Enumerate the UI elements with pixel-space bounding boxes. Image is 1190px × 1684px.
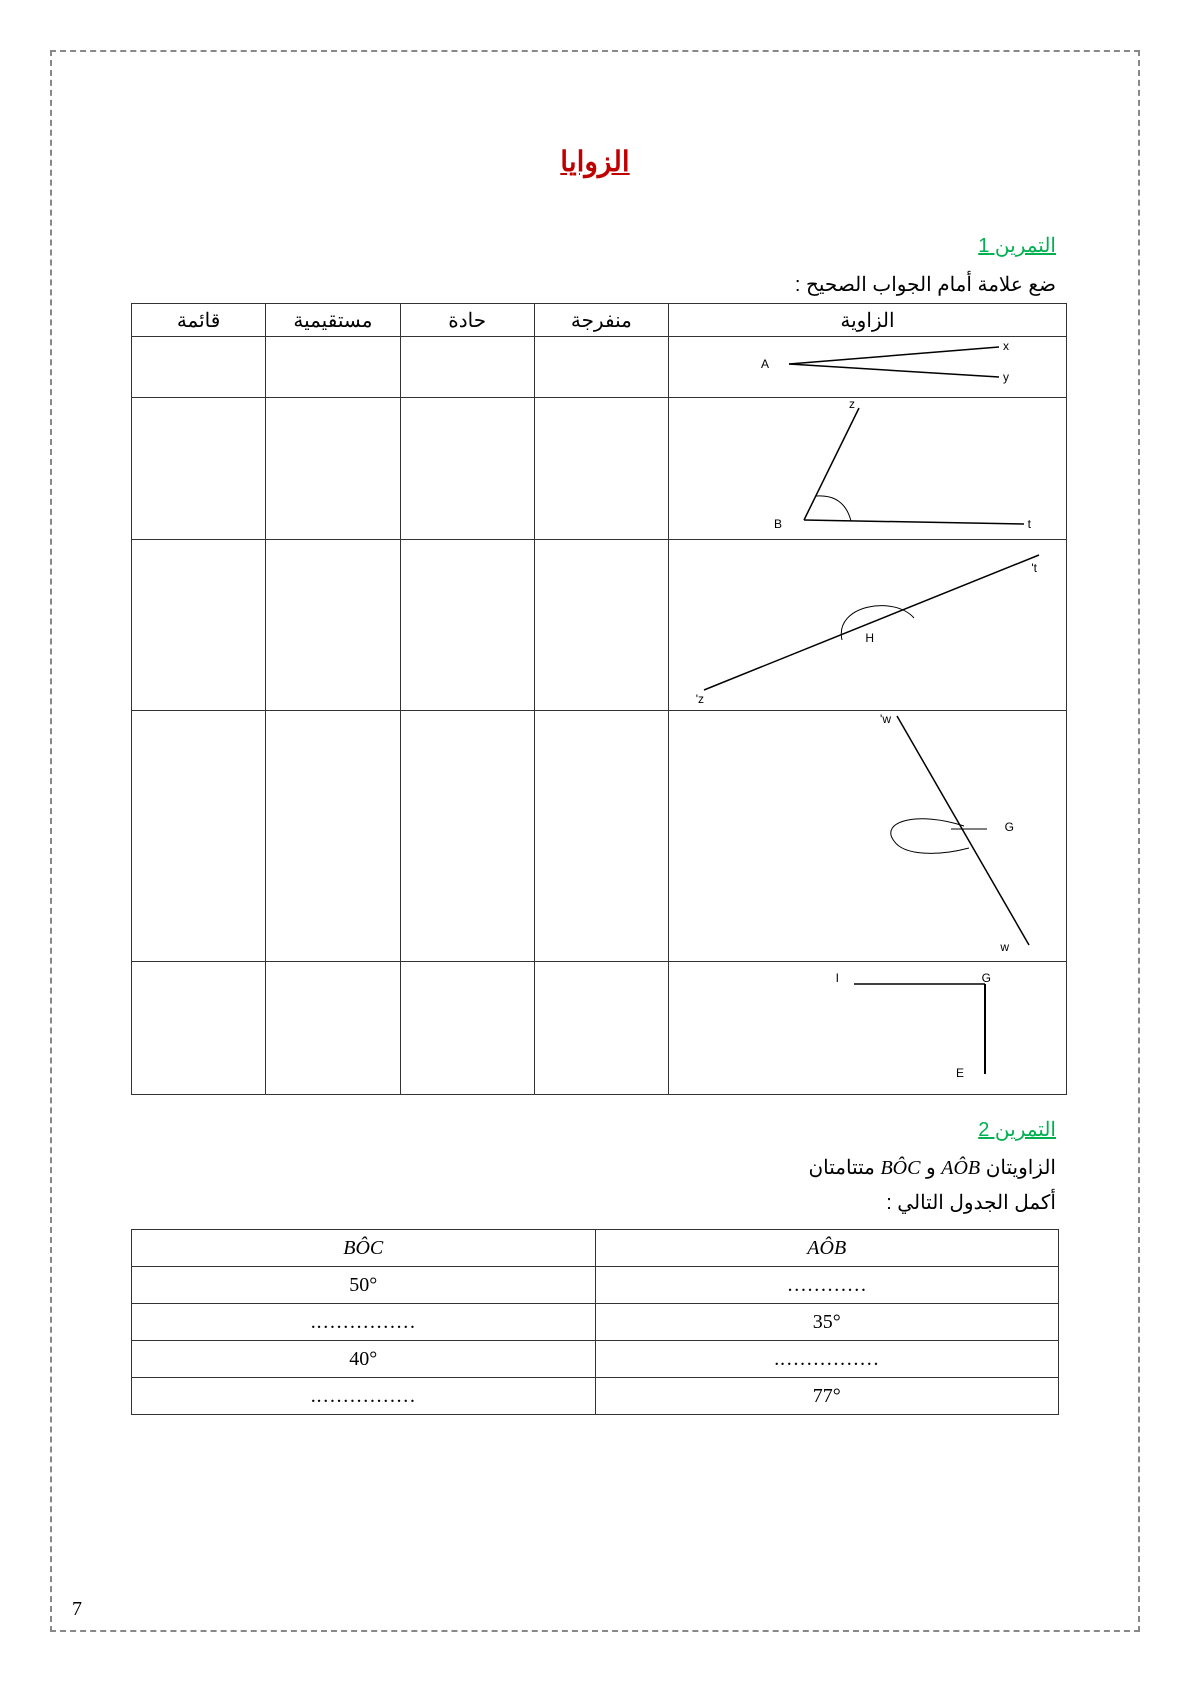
angle-wGw-figure (669, 711, 1066, 955)
answer-cell[interactable] (534, 398, 668, 540)
exercise2-statement (808, 1155, 1056, 1180)
angle-figure-cell (669, 962, 1067, 1095)
col-angle: الزاوية (669, 304, 1067, 337)
cell: 40° (132, 1341, 596, 1378)
answer-cell[interactable] (400, 398, 534, 540)
answer-cell[interactable] (534, 711, 668, 962)
angle-figure-cell (669, 540, 1067, 711)
cell: 77° (595, 1378, 1059, 1415)
table-row (132, 1378, 1059, 1415)
answer-cell[interactable] (132, 962, 266, 1095)
angle-boc: BÔC (880, 1157, 921, 1179)
answer-cell[interactable] (400, 711, 534, 962)
angle-figure-cell (669, 337, 1067, 398)
cell[interactable]: ……………. (132, 1378, 596, 1415)
answer-cell[interactable] (132, 398, 266, 540)
answer-cell[interactable] (266, 337, 400, 398)
label-y: y (1003, 370, 1009, 384)
table-header-row (132, 304, 1067, 337)
table-row (132, 540, 1067, 711)
angle-tHz-figure (669, 540, 1066, 704)
table-row (132, 398, 1067, 540)
label-A: A (760, 357, 769, 371)
angle-figure-cell (669, 711, 1067, 962)
table-row (132, 1304, 1059, 1341)
exercise1-heading: التمرين 1 (978, 235, 1056, 257)
header-boc: BÔC (132, 1230, 596, 1267)
angle-zBt-figure (669, 398, 1066, 533)
header-aob: AÔB (595, 1230, 1059, 1267)
page-title: الزوايا (560, 146, 630, 177)
label-G: G (1004, 820, 1014, 834)
table-row (132, 962, 1067, 1095)
answer-cell[interactable] (534, 337, 668, 398)
page-number: 7 (72, 1598, 82, 1620)
answer-cell[interactable] (132, 337, 266, 398)
exercise1-table (131, 303, 1067, 1095)
answer-cell[interactable] (400, 540, 534, 711)
answer-cell[interactable] (534, 962, 668, 1095)
answer-cell[interactable] (132, 711, 266, 962)
answer-cell[interactable] (400, 962, 534, 1095)
answer-cell[interactable] (266, 540, 400, 711)
col-acute: حادة (400, 304, 534, 337)
angle-IGE-figure (669, 962, 1066, 1088)
statement-conj: و (926, 1157, 936, 1179)
label-B: B (773, 517, 782, 531)
col-obtuse: منفرجة (534, 304, 668, 337)
table-row (132, 1341, 1059, 1378)
answer-cell[interactable] (400, 337, 534, 398)
exercise2-heading: التمرين 2 (978, 1119, 1056, 1141)
angle-aob: AÔB (941, 1157, 981, 1179)
label-G: G (981, 971, 991, 985)
label-w: w (1000, 940, 1009, 954)
statement-suffix: متتامتان (808, 1157, 875, 1179)
label-z-prime: z' (695, 692, 704, 704)
table-row (132, 711, 1067, 962)
cell[interactable]: ………… (595, 1267, 1059, 1304)
answer-cell[interactable] (132, 540, 266, 711)
cell: 35° (595, 1304, 1059, 1341)
exercise1-instruction: ضع علامة أمام الجواب الصحيح : (794, 274, 1056, 296)
label-w-prime: w' (880, 712, 891, 726)
cell[interactable]: ……………. (595, 1341, 1059, 1378)
exercise2-instruction: أكمل الجدول التالي : (886, 1192, 1056, 1214)
label-I: I (835, 971, 839, 985)
answer-cell[interactable] (266, 711, 400, 962)
answer-cell[interactable] (266, 962, 400, 1095)
col-right: قائمة (132, 304, 266, 337)
table-row (132, 337, 1067, 398)
label-z: z (849, 398, 855, 411)
label-E: E (955, 1066, 964, 1080)
label-H: H (865, 631, 874, 645)
label-t: t (1027, 517, 1031, 531)
table-header-row (132, 1230, 1059, 1267)
answer-cell[interactable] (266, 398, 400, 540)
answer-cell[interactable] (534, 540, 668, 711)
cell[interactable]: ……………. (132, 1304, 596, 1341)
label-x: x (1003, 339, 1009, 353)
table-row (132, 1267, 1059, 1304)
angle-xAy-figure (669, 337, 1066, 391)
col-straight: مستقيمية (266, 304, 400, 337)
exercise2-table (131, 1229, 1059, 1415)
label-t-prime: t' (1031, 561, 1037, 575)
statement-prefix: الزاويتان (985, 1157, 1056, 1179)
angle-figure-cell (669, 398, 1067, 540)
cell: 50° (132, 1267, 596, 1304)
